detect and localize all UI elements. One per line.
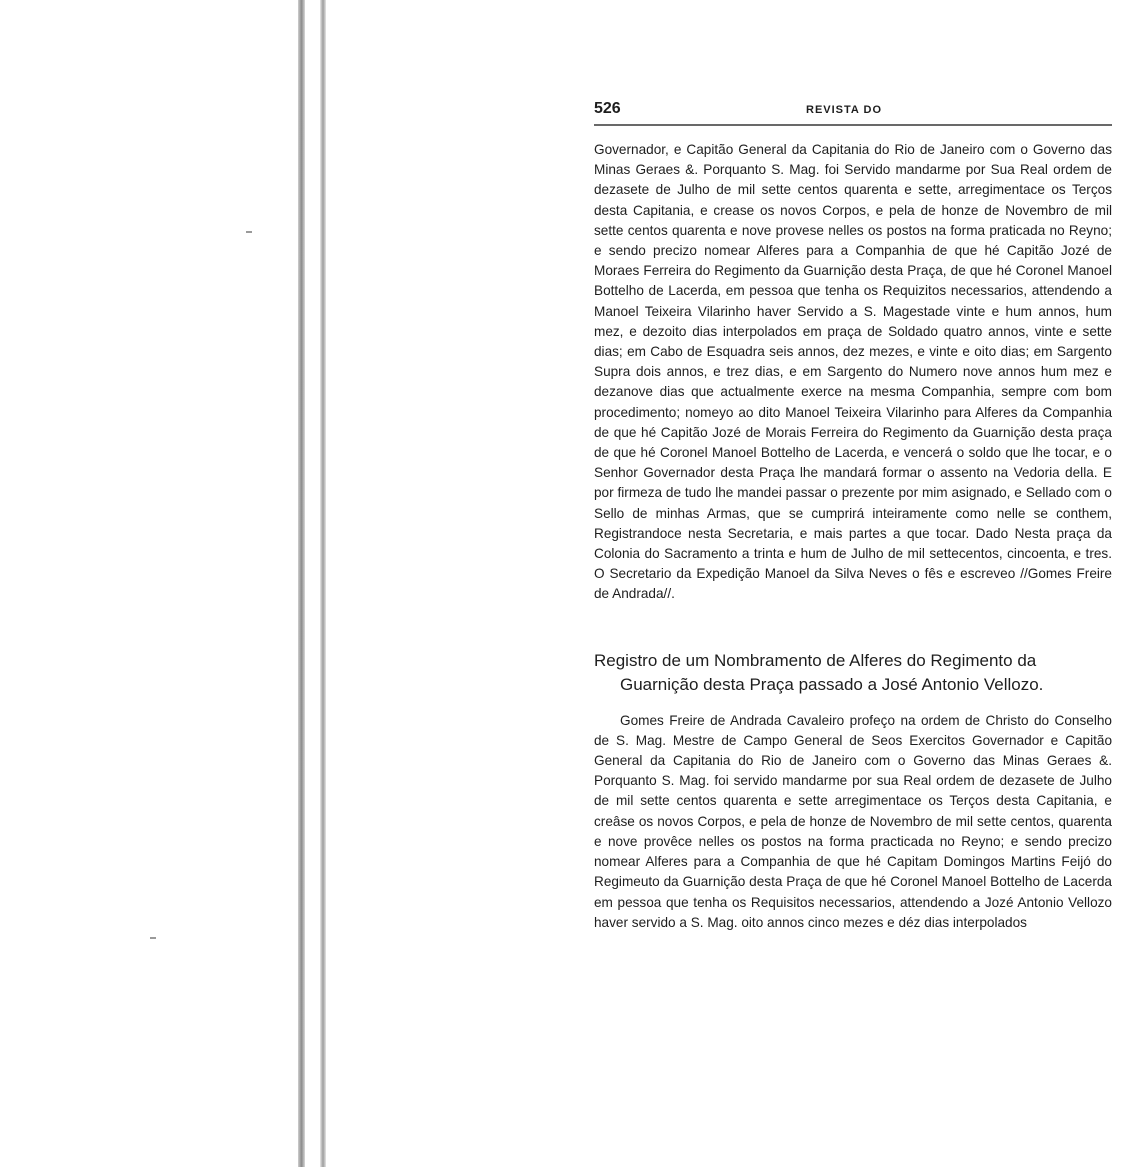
running-head-title: REVISTA DO [806,104,883,116]
scan-speck [150,937,156,939]
paragraph-nomination: Gomes Freire de Andrada Cavaleiro profeço na ordem de Christo do Conselho de S. Mag. Mestre de Campo General de Seos Exercitos Governador e Capitão General da Capitania do Rio de Janeiro com o Governo das Minas Geraes &. Porquanto S. Mag. foi servido mandarme por sua Real ordem de dezasete de Julho de mil sette centos quarenta e sette arregimentace os Terços desta Capitania, e creâse os novos Corpos, e pela de honze de Novembro de mil sette centos, quarenta e nove provêce nelles os postos na forma practicada no Reyno; e sendo precizo nomear Alferes para a Companhia de que hé Capitam Domingos Martins Feijó do Regimeuto da Guarnição desta Praça de que hé Coronel Manoel Bottelho de Lacerda em pessoa que tenha os Requisitos necessarios, attendendo a Jozé Antonio Vellozo haver servido a S. Mag. oito annos cinco mezes e déz dias interpolados [594,712,1112,930]
section-heading [594,649,1112,697]
book-page [594,100,1112,933]
gutter-shadow-line [298,0,305,1167]
gutter-shadow-line [320,0,326,1167]
running-head [594,100,1112,124]
page-number: 526 [594,100,621,117]
paragraph-continuation: Governador, e Capitão General da Capitania do Rio de Janeiro com o Governo das Minas Geraes &. Porquanto S. Mag. foi Servido mandarme por Sua Real ordem de dezasete de Julho de mil sette centos quarenta e sette, arregimentace os Terços desta Capitania, e crease os novos Corpos, e pela de honze de Novembro de mil sette centos quarenta e nove provese nelles os postos na forma praticada no Reyno; e sendo precizo nomear Alferes para a Companhia de que hé Capitão Jozé de Moraes Ferreira do Regimento da Guarnição desta Praça, de que hé Coronel Manoel Bottelho de Lacerda, em pessoa que tenha os Requizitos necessarios, attendendo a Manoel Teixeira Vilarinho haver Servido a S. Magestade vinte e hum annos, hum mez, e dezoito dias interpolados em praça de Soldado quatro annos, vinte e sette dias; em Cabo de Esquadra seis annos, dez mezes, e vinte e oito dias; em Sargento Supra dois annos, e trez dias, e em Sargento do Numero nove annos hum mez e dezanove dias que actualmente exerce na mesma Companhia, sempre com bom procedimento; nomeyo ao dito Manoel Teixeira Vilarinho para Alferes da Companhia de que hé Capitão Jozé de Morais Ferreira do Regimento da Guarnição desta praça de que hé Coronel Manoel Bottelho de Lacerda, e vencerá o soldo que lhe tocar, e o Senhor Governador desta Praça lhe mandará formar o assento na Vedoria della. E por firmeza de tudo lhe mandei passar o prezente por mim asignado, e Sellado com o Sello de minhas Armas, que se cumprirá inteiramente como nelle se conthem, Registrandoce nesta Secretaria, e mais partes a que tocar. Dado Nesta praça da Colonia do Sacramento a trinta e hum de Julho de mil settecentos, cincoenta, e tres. O Secretario da Expedição Manoel da Silva Neves o fês e escreveo //Gomes Freire de Andrada//. [594,142,1112,602]
section-heading-line-2: Guarnição desta Praça passado a José Antonio Vellozo. [620,674,1044,694]
section-heading-line-1: Registro de um Nombramento de Alferes do Regimento da [594,650,1037,670]
scan-speck [246,231,252,233]
header-rule [594,124,1112,126]
binding-gutter [298,0,338,1167]
